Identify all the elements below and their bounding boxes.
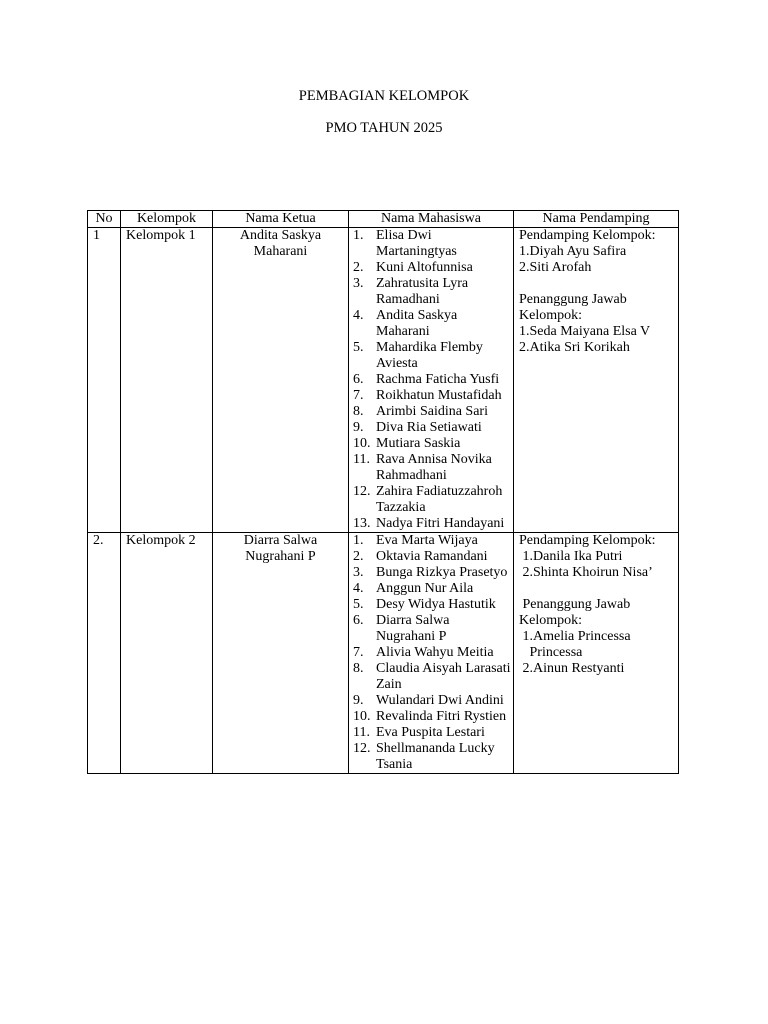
student-number: 7. <box>353 645 364 660</box>
student-number: 7. <box>353 388 364 403</box>
table-header-row <box>88 211 679 228</box>
student-list-cell <box>349 228 514 533</box>
student-list-item <box>353 741 511 773</box>
student-name: Mutiara Saskia <box>376 436 461 451</box>
student-number: 6. <box>353 372 364 387</box>
student-number: 2. <box>353 549 364 564</box>
student-name: Arimbi Saidina Sari <box>376 404 488 419</box>
student-name: Zahratusita Lyra Ramadhani <box>376 276 469 307</box>
student-name: Roikhatun Mustafidah <box>376 388 502 403</box>
student-number: 11. <box>353 725 370 740</box>
group-table <box>87 210 679 774</box>
pj-name: 2.Atika Sri Korikah <box>519 340 630 355</box>
group-name: Kelompok 1 <box>121 228 213 533</box>
student-name: Rava Annisa Novika Rahmadhani <box>376 452 492 483</box>
student-name: Mahardika Flemby Aviesta <box>376 340 483 371</box>
student-list-item <box>353 661 511 693</box>
student-list-item <box>353 693 511 709</box>
document-subtitle: PMO TAHUN 2025 <box>325 120 443 136</box>
student-name: Claudia Aisyah Larasati Zain <box>376 661 511 692</box>
student-name: Kuni Altofunnisa <box>376 260 473 275</box>
student-number: 3. <box>353 276 364 291</box>
header-kelompok: Kelompok <box>121 211 213 228</box>
student-name: Anggun Nur Aila <box>376 581 474 596</box>
student-list <box>353 533 511 773</box>
pj-name: 1.Seda Maiyana Elsa V <box>519 324 651 339</box>
student-number: 11. <box>353 452 370 467</box>
student-number: 8. <box>353 661 364 676</box>
student-name: Wulandari Dwi Andini <box>376 693 504 708</box>
row-number: 1 <box>88 228 121 533</box>
student-number: 5. <box>353 340 364 355</box>
student-list-item <box>353 420 511 436</box>
student-list-item <box>353 404 511 420</box>
mentor-cell <box>514 228 679 533</box>
table-row <box>88 228 679 533</box>
student-list-item <box>353 340 511 372</box>
student-name: Shellmananda Lucky Tsania <box>376 741 495 772</box>
pj-heading: Penanggung Jawab <box>519 292 627 307</box>
student-number: 10. <box>353 436 371 451</box>
group-leader: Andita Saskya Maharani <box>213 228 349 533</box>
student-number: 8. <box>353 404 364 419</box>
mentor-name: 2.Shinta Khoirun Nisa’ <box>519 565 653 580</box>
student-list-item <box>353 484 511 516</box>
header-nama-mahasiswa: Nama Mahasiswa <box>349 211 514 228</box>
student-list-item <box>353 228 511 260</box>
student-number: 6. <box>353 613 364 628</box>
student-number: 1. <box>353 533 364 548</box>
student-name: Desy Widya Hastutik <box>376 597 496 612</box>
pj-name: 1.Amelia Princessa <box>519 629 631 644</box>
student-name: Oktavia Ramandani <box>376 549 488 564</box>
student-name: Alivia Wahyu Meitia <box>376 645 494 660</box>
student-list-item <box>353 581 511 597</box>
student-number: 10. <box>353 709 371 724</box>
document-title: PEMBAGIAN KELOMPOK <box>298 88 470 104</box>
student-list-item <box>353 260 511 276</box>
student-list-item <box>353 276 511 308</box>
student-name: Nadya Fitri Handayani <box>376 516 505 531</box>
student-list-item <box>353 725 511 741</box>
row-number: 2. <box>88 533 121 774</box>
student-list-item <box>353 549 511 565</box>
student-list <box>353 228 511 532</box>
header-nama-ketua: Nama Ketua <box>213 211 349 228</box>
student-number: 1. <box>353 228 364 243</box>
group-name: Kelompok 2 <box>121 533 213 774</box>
student-number: 12. <box>353 741 371 756</box>
student-name: Revalinda Fitri Rystien <box>376 709 507 724</box>
student-number: 5. <box>353 597 364 612</box>
student-name: Elisa Dwi Martaningtyas <box>376 228 457 259</box>
pj-heading: Penanggung Jawab <box>519 597 631 612</box>
student-name: Eva Marta Wijaya <box>376 533 478 548</box>
student-list-item <box>353 436 511 452</box>
student-name: Diarra Salwa Nugrahani P <box>376 613 450 644</box>
student-list-item <box>353 565 511 581</box>
group-leader: Diarra Salwa Nugrahani P <box>213 533 349 774</box>
student-list-cell <box>349 533 514 774</box>
student-list-item <box>353 308 511 340</box>
spacer <box>519 276 676 292</box>
student-number: 4. <box>353 581 364 596</box>
pj-heading-cont: Kelompok: <box>519 613 582 628</box>
student-list-item <box>353 388 511 404</box>
mentor-name: 1.Diyah Ayu Safira <box>519 244 627 259</box>
student-number: 13. <box>353 516 371 531</box>
student-number: 9. <box>353 420 364 435</box>
pj-name: Princessa <box>519 645 583 660</box>
student-list-item <box>353 533 511 549</box>
pj-heading-cont: Kelompok: <box>519 308 582 323</box>
student-list-item <box>353 645 511 661</box>
spacer <box>519 581 676 597</box>
mentor-cell <box>514 533 679 774</box>
mentor-heading: Pendamping Kelompok: <box>519 228 656 243</box>
student-list-item <box>353 516 511 532</box>
mentor-heading: Pendamping Kelompok: <box>519 533 656 548</box>
student-name: Diva Ria Setiawati <box>376 420 482 435</box>
mentor-name: 2.Siti Arofah <box>519 260 592 275</box>
student-name: Eva Puspita Lestari <box>376 725 485 740</box>
student-number: 12. <box>353 484 371 499</box>
header-nama-pendamping: Nama Pendamping <box>514 211 679 228</box>
mentor-name: 1.Danila Ika Putri <box>519 549 623 564</box>
student-number: 2. <box>353 260 364 275</box>
student-list-item <box>353 613 511 645</box>
student-list-item <box>353 709 511 725</box>
student-name: Bunga Rizkya Prasetyo <box>376 565 508 580</box>
pj-name: 2.Ainun Restyanti <box>519 661 625 676</box>
table-row <box>88 533 679 774</box>
student-name: Rachma Faticha Yusfi <box>376 372 500 387</box>
student-number: 9. <box>353 693 364 708</box>
student-list-item <box>353 597 511 613</box>
student-name: Andita Saskya Maharani <box>376 308 458 339</box>
student-list-item <box>353 372 511 388</box>
student-number: 3. <box>353 565 364 580</box>
student-number: 4. <box>353 308 364 323</box>
header-no: No <box>88 211 121 228</box>
student-list-item <box>353 452 511 484</box>
student-name: Zahira Fadiatuzzahroh Tazzakia <box>376 484 503 515</box>
